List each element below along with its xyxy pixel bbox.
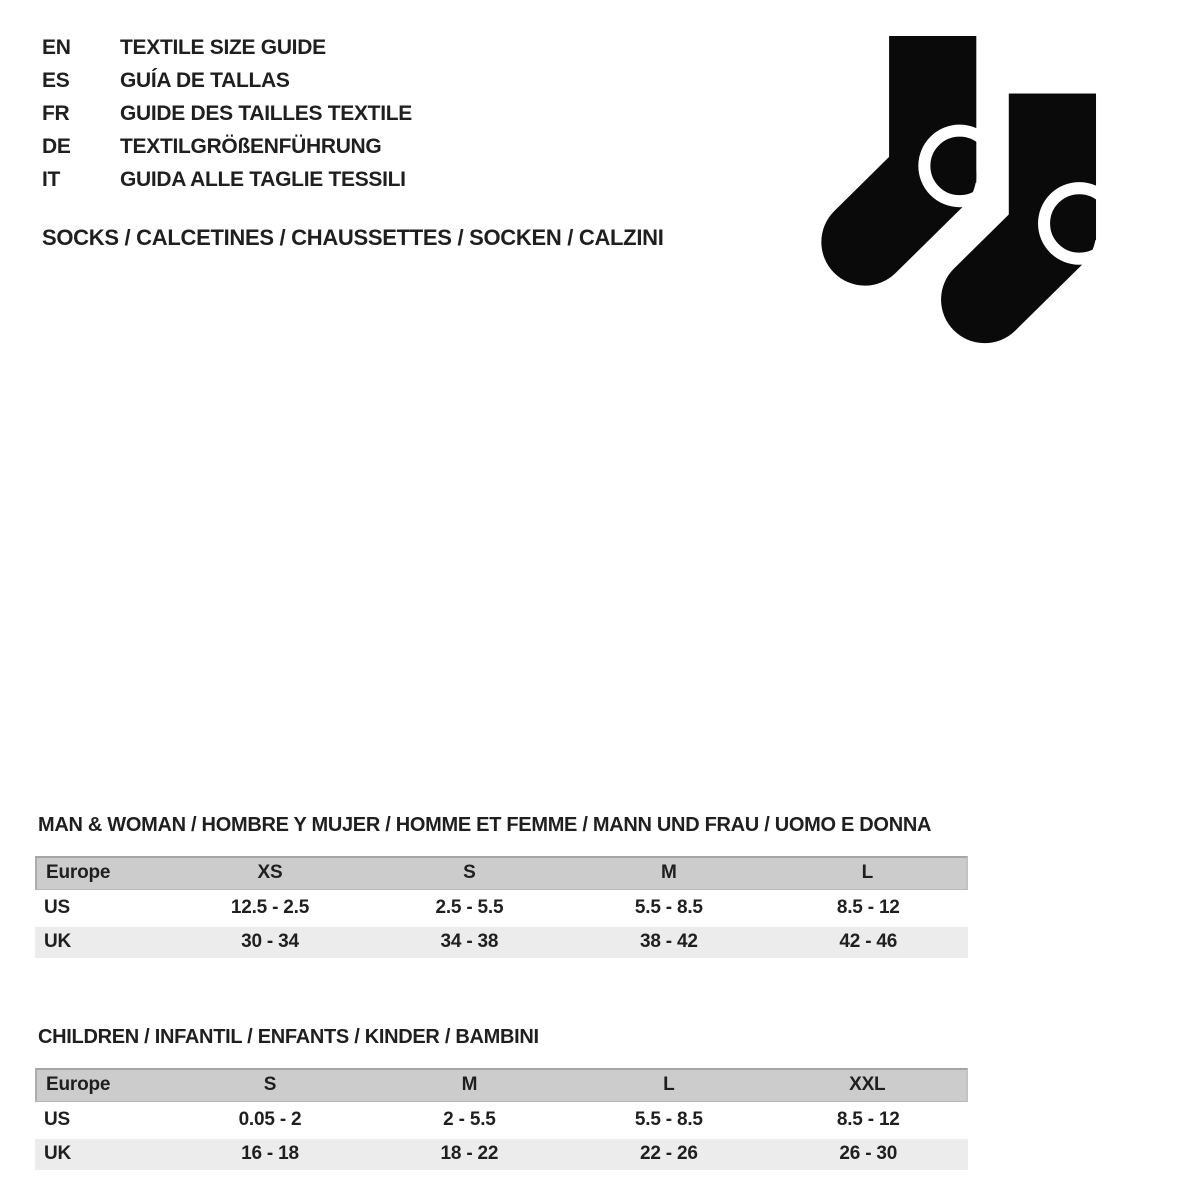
language-list xyxy=(42,36,412,201)
size-value: 30 - 34 xyxy=(170,927,369,958)
sock-right xyxy=(985,94,1115,300)
children-size-table-section xyxy=(35,1026,968,1173)
adults-size-table xyxy=(35,853,968,961)
children-size-table xyxy=(35,1065,968,1173)
table-row xyxy=(35,893,968,924)
row-label: UK xyxy=(35,927,170,958)
table-header-row xyxy=(35,1068,968,1102)
size-value: 12.5 - 2.5 xyxy=(170,893,369,924)
column-header-size: XXL xyxy=(769,1068,968,1102)
language-code: FR xyxy=(42,102,70,125)
language-label: GUÍA DE TALLAS xyxy=(120,69,290,92)
language-row-es xyxy=(42,69,412,102)
size-value: 2.5 - 5.5 xyxy=(370,893,569,924)
size-value: 22 - 26 xyxy=(569,1139,768,1170)
language-label: TEXTILGRÖßENFÜHRUNG xyxy=(120,135,382,158)
row-label: UK xyxy=(35,1139,170,1170)
children-table-title: CHILDREN / INFANTIL / ENFANTS / KINDER / BAMBINI xyxy=(38,1026,539,1048)
sock-left xyxy=(865,36,995,242)
category-heading: SOCKS / CALCETINES / CHAUSSETTES / SOCKEN / CALZINI xyxy=(42,225,664,250)
language-row-it xyxy=(42,168,412,201)
language-label: GUIDE DES TAILLES TEXTILE xyxy=(120,102,412,125)
language-row-de xyxy=(42,135,412,168)
size-value: 5.5 - 8.5 xyxy=(569,893,768,924)
size-value: 26 - 30 xyxy=(769,1139,968,1170)
table-row xyxy=(35,927,968,958)
size-value: 34 - 38 xyxy=(370,927,569,958)
column-header-size: L xyxy=(769,856,968,890)
table-row xyxy=(35,1105,968,1136)
column-header-region: Europe xyxy=(35,856,170,890)
column-header-size: L xyxy=(569,1068,768,1102)
language-row-fr xyxy=(42,102,412,135)
size-value: 2 - 5.5 xyxy=(370,1105,569,1136)
adults-table-title: MAN & WOMAN / HOMBRE Y MUJER / HOMME ET FEMME / MANN UND FRAU / UOMO E DONNA xyxy=(38,814,932,836)
column-header-size: XS xyxy=(170,856,369,890)
adults-size-table-section xyxy=(35,814,968,961)
table-header-row xyxy=(35,856,968,890)
language-label: TEXTILE SIZE GUIDE xyxy=(120,36,326,59)
size-value: 5.5 - 8.5 xyxy=(569,1105,768,1136)
language-code: IT xyxy=(42,168,61,191)
column-header-size: S xyxy=(170,1068,369,1102)
socks-icon xyxy=(800,36,1122,347)
size-value: 8.5 - 12 xyxy=(769,1105,968,1136)
size-value: 8.5 - 12 xyxy=(769,893,968,924)
column-header-region: Europe xyxy=(35,1068,170,1102)
column-header-size: M xyxy=(370,1068,569,1102)
size-value: 42 - 46 xyxy=(769,927,968,958)
language-code: DE xyxy=(42,135,71,158)
language-code: EN xyxy=(42,36,71,59)
language-code: ES xyxy=(42,69,70,92)
column-header-size: M xyxy=(569,856,768,890)
row-label: US xyxy=(35,1105,170,1136)
size-value: 38 - 42 xyxy=(569,927,768,958)
column-header-size: S xyxy=(370,856,569,890)
language-row-en xyxy=(42,36,412,69)
table-row xyxy=(35,1139,968,1170)
size-value: 16 - 18 xyxy=(170,1139,369,1170)
language-label: GUIDA ALLE TAGLIE TESSILI xyxy=(120,168,406,191)
size-value: 18 - 22 xyxy=(370,1139,569,1170)
row-label: US xyxy=(35,893,170,924)
size-value: 0.05 - 2 xyxy=(170,1105,369,1136)
